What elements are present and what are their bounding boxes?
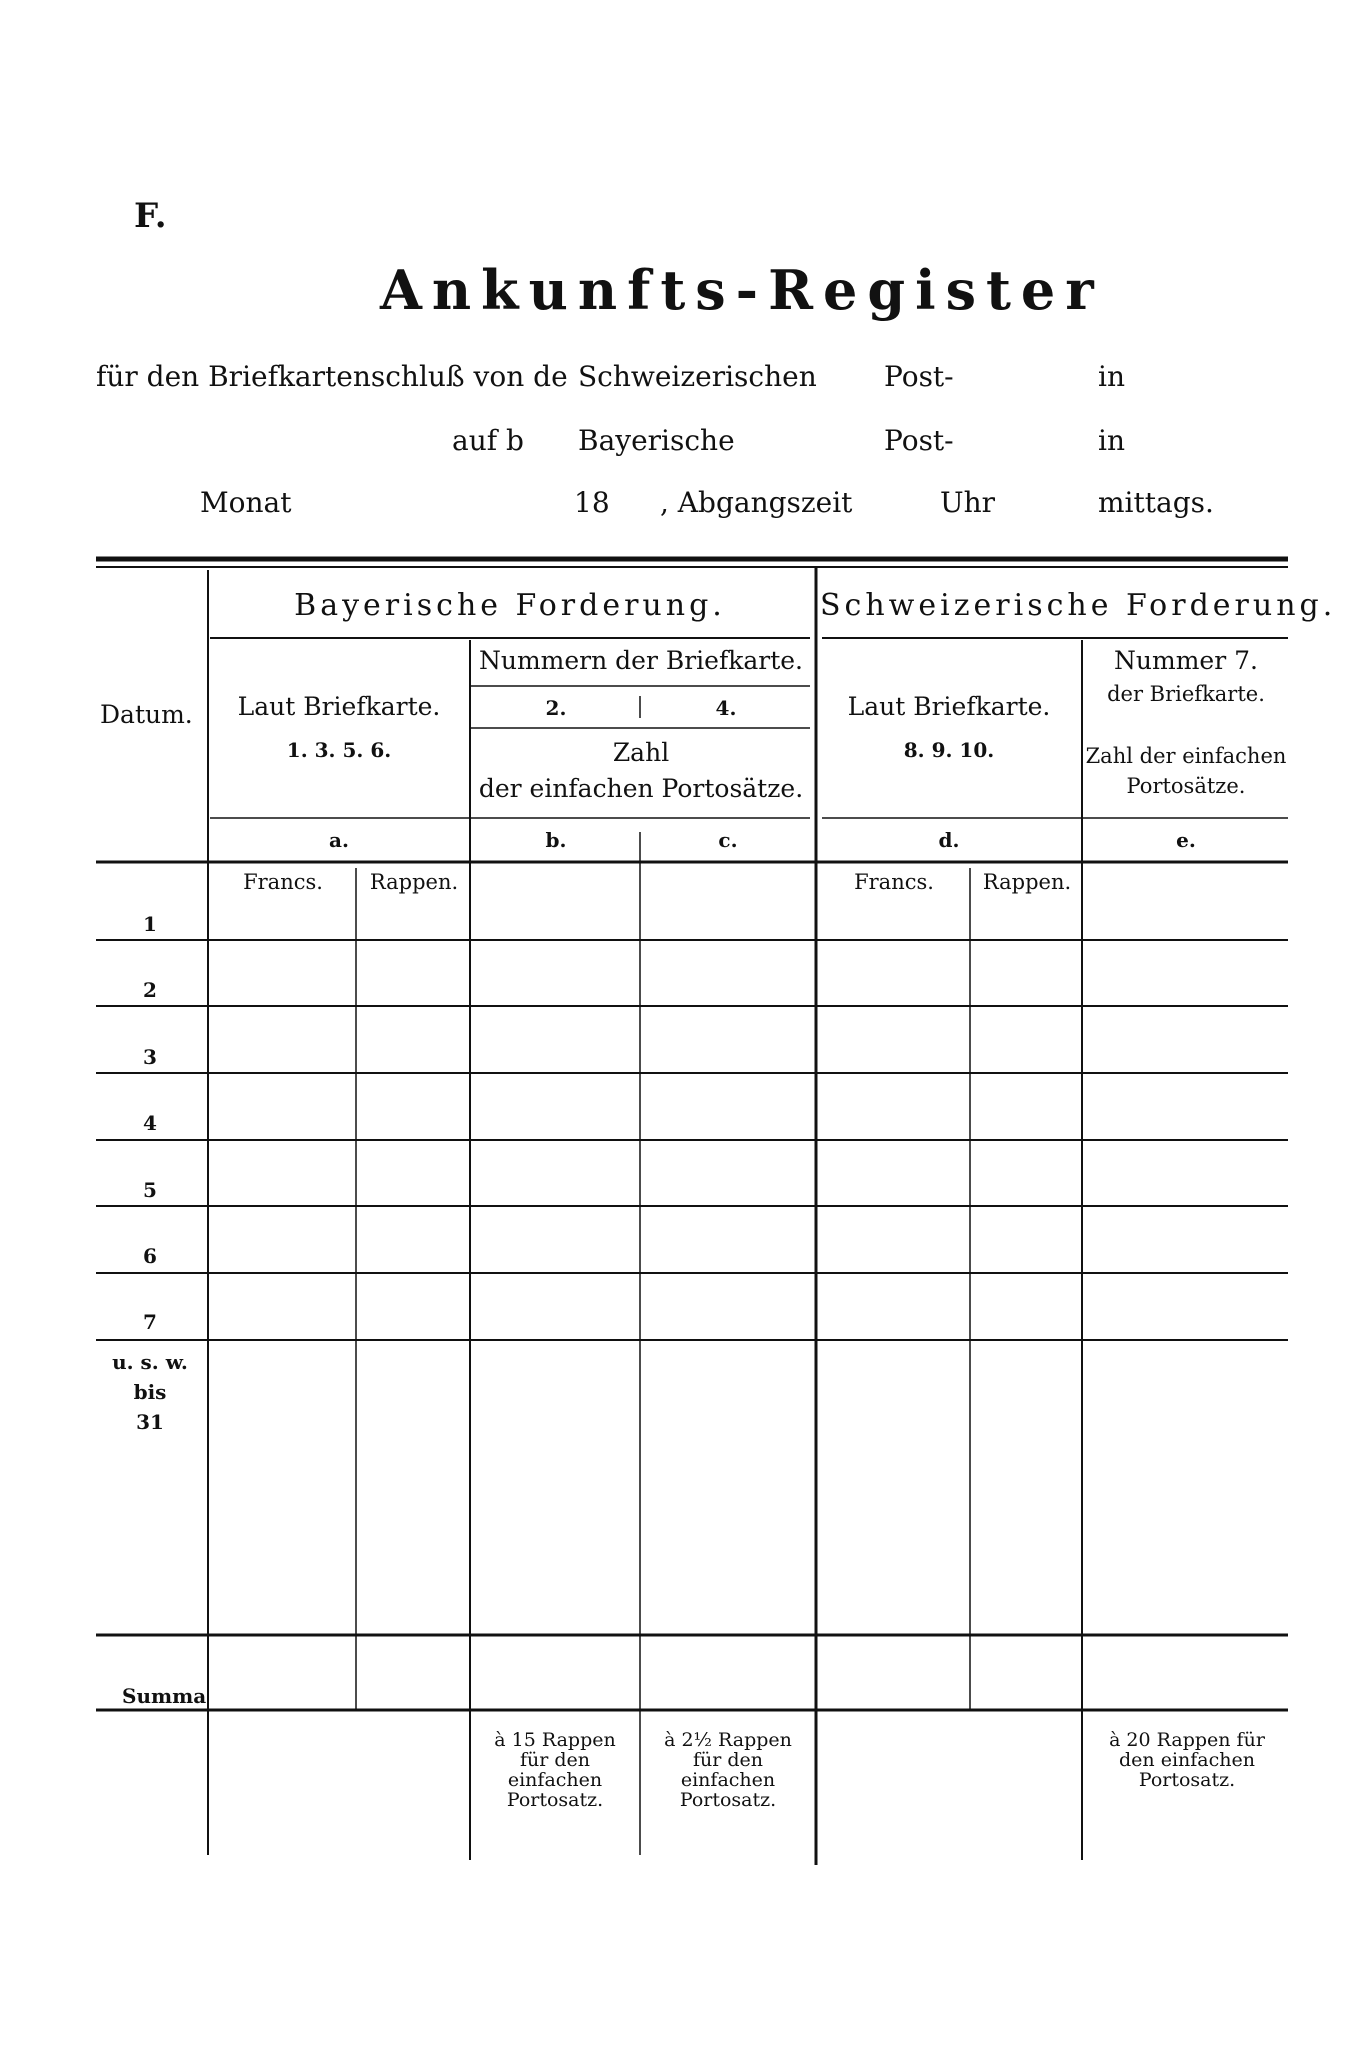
row-usw: u. s. w. <box>112 1350 188 1374</box>
header-line1-post: Post- <box>884 360 954 393</box>
header-line1-in: in <box>1098 360 1125 393</box>
col-d-label: d. <box>938 828 960 852</box>
nummer-7-label: Nummer 7. <box>1114 646 1258 675</box>
col-b-label: b. <box>545 828 567 852</box>
row-4: 4 <box>143 1111 157 1135</box>
row-6: 6 <box>143 1244 157 1268</box>
datum-header: Datum. <box>100 700 193 729</box>
header-line1-prefix: für den Briefkartenschluß von de <box>96 360 568 393</box>
laut-briefkarte-a-numbers: 1. 3. 5. 6. <box>286 738 392 762</box>
rappen-a: Rappen. <box>369 870 459 894</box>
col-c-label: c. <box>718 828 738 852</box>
nummern-der-briefkarte: Nummern der Briefkarte. <box>478 646 804 675</box>
rappen-d: Rappen. <box>982 870 1072 894</box>
header-line1-office: Schweizerischen <box>578 360 817 393</box>
header-year: 18 <box>574 486 610 519</box>
header-monat: Monat <box>200 486 292 519</box>
zahl-e-sub-label: Portosätze. <box>1126 774 1246 798</box>
header-line2-post: Post- <box>884 424 954 457</box>
nummer-2: 2. <box>545 696 567 720</box>
summa-label: Summa <box>122 1684 207 1708</box>
row-bis: bis <box>133 1380 167 1404</box>
header-abgangszeit: , Abgangszeit <box>660 486 853 519</box>
row-31: 31 <box>136 1410 164 1434</box>
row-1: 1 <box>143 912 157 936</box>
row-2: 2 <box>143 978 157 1002</box>
der-briefkarte-label: der Briefkarte. <box>1107 682 1265 706</box>
laut-briefkarte-d-numbers: 8. 9. 10. <box>903 738 995 762</box>
row-3: 3 <box>143 1045 157 1069</box>
laut-briefkarte-a: Laut Briefkarte. <box>237 692 441 721</box>
col-e-label: e. <box>1176 828 1196 852</box>
nummer-4: 4. <box>715 696 737 720</box>
zahl-sub-label: der einfachen Portosätze. <box>478 774 804 803</box>
footnote-b: à 15 Rappen für den einfachen Portosatz. <box>494 1729 616 1811</box>
page-title: Ankunfts-Register <box>380 258 1104 322</box>
bayerische-forderung-header: Bayerische Forderung. <box>294 588 726 623</box>
francs-a: Francs. <box>243 870 323 894</box>
francs-d: Francs. <box>854 870 934 894</box>
row-7: 7 <box>143 1310 157 1334</box>
header-mittags: mittags. <box>1098 486 1214 519</box>
header-uhr: Uhr <box>940 486 996 519</box>
zahl-e-label: Zahl der einfachen <box>1085 744 1287 768</box>
col-a-label: a. <box>329 828 349 852</box>
schweizerische-forderung-header: Schweizerische Forderung. <box>820 588 1337 623</box>
footnote-e: à 20 Rappen für den einfachen Portosatz. <box>1109 1729 1265 1791</box>
header-line2-in: in <box>1098 424 1125 457</box>
laut-briefkarte-d: Laut Briefkarte. <box>847 692 1051 721</box>
row-5: 5 <box>143 1178 157 1202</box>
zahl-label: Zahl <box>612 738 670 767</box>
header-line2-office: Bayerische <box>578 424 735 457</box>
header-line2-prefix: auf b <box>452 424 524 457</box>
form-letter: F. <box>134 196 167 236</box>
footnote-c: à 2½ Rappen für den einfachen Portosatz. <box>664 1729 792 1811</box>
